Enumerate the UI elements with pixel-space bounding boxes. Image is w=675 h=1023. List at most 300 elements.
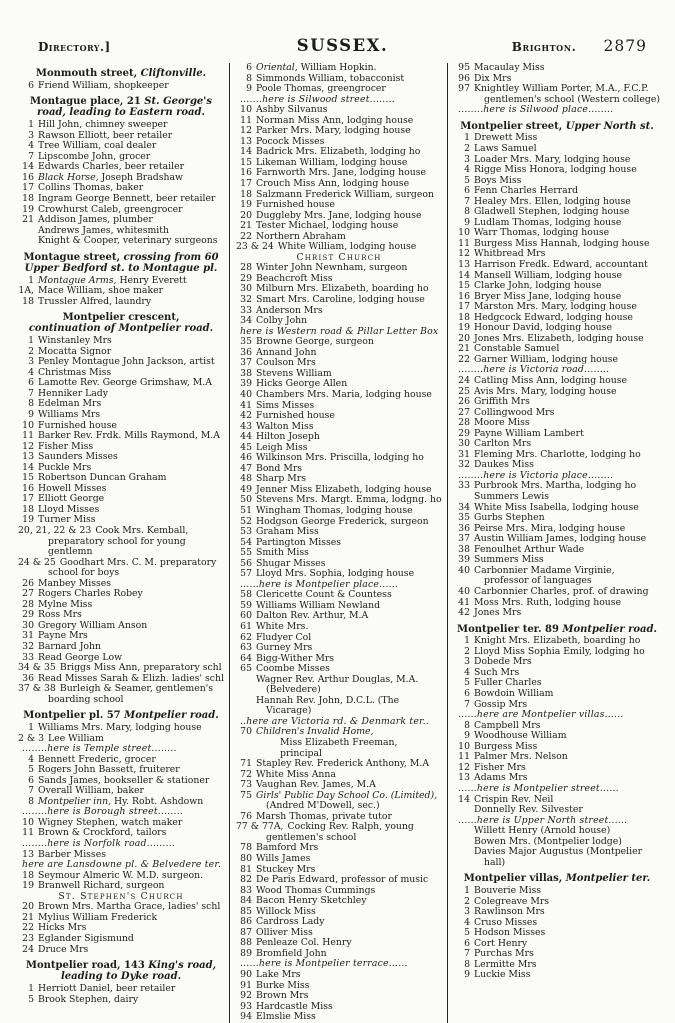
directory-entry: 93 Hardcastle Miss: [236, 1002, 442, 1013]
entry-number: 1: [28, 982, 34, 994]
directory-entry: 24 Catling Miss Ann, lodging house: [454, 376, 660, 387]
directory-entry: 18 Trussler Alfred, laundry: [18, 297, 224, 308]
entry-number: 36: [458, 522, 470, 534]
entry-number: 31: [458, 448, 470, 460]
directory-entry: 8 Gladwell Stephen, lodging house: [454, 207, 660, 218]
directory-entry: 63 Gurney Mrs: [236, 643, 442, 654]
entry-number: 40: [458, 564, 470, 576]
entry-number: 4: [28, 140, 34, 152]
directory-entry: 34 Colby John: [236, 316, 442, 327]
entry-number: 55: [240, 547, 252, 559]
entry-number: 4: [464, 666, 470, 678]
directory-entry: 2 Lloyd Miss Sophia Emily, lodging ho: [454, 647, 660, 658]
street-heading: Monmouth street, Cliftonville.: [35, 68, 207, 79]
directory-entry: 3 Rawson Elliott, beer retailer: [18, 131, 224, 142]
directory-entry: 30 Gregory William Anson: [18, 621, 224, 632]
entry-number: 12: [240, 125, 252, 137]
crossref-line: ......here is Montpelier place......: [240, 578, 399, 590]
entry-number: 42: [458, 607, 470, 619]
street-heading: Montpelier ter. 89 Montpelier road.: [457, 623, 657, 635]
directory-entry: 6 Sands James, bookseller & stationer: [18, 776, 224, 787]
entry-number: 22: [458, 353, 470, 365]
entry-number: 34 & 35: [18, 662, 56, 674]
entry-number: 16: [22, 171, 34, 183]
directory-entry: 8 Lermitte Mrs: [454, 960, 660, 971]
directory-entry: 32 Barnard John: [18, 642, 224, 653]
directory-entry: 65 Coombe Misses: [236, 664, 442, 675]
directory-entry: 5 Fuller Charles: [454, 678, 660, 689]
crossref-line: ........here is Victoria road........: [458, 364, 610, 376]
entry-number: 47: [240, 462, 252, 474]
directory-entry: 7 Purchas Mrs: [454, 949, 660, 960]
directory-entry: 80 Wills James: [236, 854, 442, 865]
page-header: [38, 36, 647, 55]
entry-number: 7: [28, 785, 34, 797]
entry-number: 9: [28, 409, 34, 420]
directory-entry: 19 Turner Miss: [18, 515, 224, 526]
entry-number: 64: [240, 652, 252, 664]
entry-number: 51: [240, 504, 252, 516]
directory-entry: 9 Woodhouse William: [454, 731, 660, 742]
directory-entry: 46 Wilkinson Mrs. Priscilla, lodging ho: [236, 453, 442, 464]
entry-number: 8: [28, 795, 34, 807]
entry-number: 9: [246, 83, 252, 95]
entry-number: 90: [240, 969, 252, 981]
entry-number: 49: [240, 483, 252, 495]
entry-number: 30: [22, 619, 34, 631]
directory-entry: 24 & 25 Goodhart Mrs. C. M. preparatory school for boys: [18, 556, 217, 579]
directory-entry: 21 Constable Samuel: [454, 344, 660, 355]
directory-entry: 1 Winstanley Mrs: [18, 336, 224, 347]
directory-entry: 1 Hill John, chimney sweeper: [18, 120, 224, 131]
directory-entry: 41 Moss Mrs. Ruth, lodging house: [454, 598, 660, 609]
directory-entry: 10 Burgess Miss: [454, 742, 660, 753]
entry-number: 16: [240, 167, 252, 179]
directory-entry: 11 Burgess Miss Hannah, lodging house: [454, 239, 660, 250]
entry-number: 6: [28, 774, 34, 786]
crossref-line: ......here is Montpelier terrace......: [240, 958, 408, 970]
header-right: [388, 36, 647, 55]
entry-number: 44: [240, 431, 252, 443]
directory-entry: 26 Manbey Misses: [18, 579, 224, 590]
directory-entry: 11 Palmer Mrs. Nelson: [454, 752, 660, 763]
directory-entry: 23 & 24 White William, lodging house: [236, 241, 417, 253]
directory-entry: 36 Annand John: [236, 348, 442, 359]
directory-entry: 34 White Miss Isabella, lodging house: [454, 503, 660, 514]
directory-entry: 36 Peirse Mrs. Mira, lodging house: [454, 524, 660, 535]
directory-entry: 13 Saunders Misses: [18, 452, 224, 463]
crossref-line: ........here is Borough street........: [22, 806, 184, 818]
entry-number: 11: [240, 114, 252, 126]
directory-entry: 2 Mocatta Signor: [18, 347, 224, 358]
entry-number: 18: [22, 503, 34, 515]
entry-number: 24: [22, 943, 34, 955]
entry-number: 15: [22, 472, 34, 484]
entry-number: 2: [28, 345, 34, 357]
entry-number: 28: [458, 417, 470, 429]
entry-number: 7: [28, 387, 34, 399]
directory-entry: 45 Leigh Miss: [236, 443, 442, 454]
entry-number: 30: [240, 283, 252, 295]
entry-number: 19: [22, 203, 34, 215]
directory-entry: 60 Dalton Rev. Arthur, M.A: [236, 611, 442, 622]
directory-entry: 96 Dix Mrs: [454, 74, 660, 85]
entry-number: 4: [464, 164, 470, 176]
directory-entry: 4 Bennett Frederic, grocer: [18, 755, 224, 766]
directory-entry: 12 Whitbread Mrs: [454, 249, 660, 260]
entry-number: 37: [240, 357, 252, 369]
directory-entry: 20 Duggleby Mrs. Jane, lodging house: [236, 211, 442, 222]
directory-entry: 17 Elliott George: [18, 494, 224, 505]
entry-number: 58: [240, 589, 252, 601]
directory-entry: 2 Colegreave Mrs: [454, 897, 660, 908]
entry-number: 27: [458, 406, 470, 418]
directory-entry: 77 & 77A, Cocking Rev. Ralph, young gentlemen's school: [236, 821, 414, 843]
entry-number: 41: [458, 596, 470, 608]
street-heading: Montpelier road, 143 King's road, leading to Dyke road.: [25, 960, 217, 983]
entry-continuation: Miss Elizabeth Freeman, principal: [280, 737, 398, 759]
entry-number: 21: [458, 343, 470, 355]
directory-entry: 4 Cruso Misses: [454, 918, 660, 929]
entry-number: 17: [22, 182, 34, 194]
directory-entry: 1 Drewett Miss: [454, 133, 660, 144]
entry-number: 77 & 77A,: [236, 821, 284, 833]
directory-entry: 38 Stevens William: [236, 369, 442, 380]
directory-entry: 32 Smart Mrs. Caroline, lodging house: [236, 295, 442, 306]
entry-number: 36: [22, 672, 34, 684]
entry-number: 30: [458, 438, 470, 450]
entry-number: 18: [22, 295, 34, 307]
directory-entry: 3 Rawlinson Mrs: [454, 907, 660, 918]
entry-number: 14: [458, 269, 470, 281]
entry-number: 54: [240, 536, 252, 548]
directory-entry: 13 Barber Misses: [18, 850, 224, 861]
entry-number: 14: [240, 146, 252, 158]
crossref-line: here is Western road & Pillar Letter Box: [240, 325, 439, 337]
entry-number: 73: [240, 779, 252, 791]
directory-entry: 6 Lamotte Rev. George Grimshaw, M.A: [18, 378, 224, 389]
directory-entry: 5 Brook Stephen, dairy: [18, 995, 224, 1006]
entry-number: 17: [240, 178, 252, 190]
entry-number: 3: [28, 356, 34, 368]
directory-entry: 3 Penley Montague John Jackson, artist: [18, 357, 224, 368]
directory-entry: 72 White Miss Anna: [236, 770, 442, 781]
directory-entry: 30 Milburn Mrs. Elizabeth, boarding ho: [236, 284, 442, 295]
entry-number: 9: [464, 969, 470, 981]
directory-entry: 33 Read George Low: [18, 653, 224, 664]
column-3: [447, 63, 665, 1023]
directory-entry: 11 Brown & Crockford, tailors: [18, 828, 224, 839]
entry-number: 72: [240, 768, 252, 780]
directory-entry: 85 Willock Miss: [236, 907, 442, 918]
directory-entry: 8 Campbell Mrs: [454, 721, 660, 732]
entry-number: 37: [458, 533, 470, 545]
directory-entry: 10 Wigney Stephen, watch maker: [18, 818, 224, 829]
crossref-line: ........here is Victoria place........: [458, 469, 614, 481]
crossref-line: ........here is Norfolk road.........: [22, 838, 176, 850]
entry-number: 9: [464, 730, 470, 742]
entry-number: 1: [28, 119, 34, 131]
entry-number: 35: [458, 512, 470, 524]
directory-entry: 32 Daukes Miss: [454, 460, 660, 471]
directory-entry: 1A, Mace William, shoe maker: [18, 285, 164, 297]
entry-number: 78: [240, 842, 252, 854]
entry-number: 8: [464, 958, 470, 970]
entry-number: 14: [22, 161, 34, 173]
directory-entry: 1 Montague Arms, Henry Everett: [18, 276, 224, 287]
crossref-line: here are Lansdowne pl. & Belvedere ter.: [22, 859, 222, 871]
directory-entry: 40 Carbonnier Madame Virginie, professor of languages: [454, 566, 660, 587]
entry-number: 5: [28, 993, 34, 1005]
directory-entry: 9 Williams Mrs: [18, 410, 224, 421]
column-container: [12, 63, 665, 1023]
directory-entry: 11 Barker Rev. Frdk. Mills Raymond, M.A: [18, 431, 224, 442]
entry-number: 7: [464, 948, 470, 960]
entry-number: 96: [458, 72, 470, 84]
directory-entry: 31 Payne Mrs: [18, 631, 224, 642]
crossref-line: .......here is Silwood street........: [240, 93, 395, 105]
entry-number: 26: [458, 396, 470, 408]
entry-number: 50: [240, 494, 252, 506]
directory-entry: 94 Elmslie Miss: [236, 1012, 442, 1023]
crossref-line: ........here is Temple street........: [22, 743, 177, 755]
entry-number: 32: [22, 641, 34, 653]
directory-entry: 73 Vaughan Rev. James, M.A: [236, 780, 442, 791]
entry-number: 20: [22, 901, 34, 913]
church-line: Christ Church: [296, 251, 382, 263]
directory-entry: 53 Graham Miss: [236, 527, 442, 538]
entry-number: 20: [458, 332, 470, 344]
entry-number: 32: [240, 294, 252, 306]
directory-entry: 23 Eglander Sigismund: [18, 934, 224, 945]
directory-entry: 21 Tester Michael, lodging house: [236, 221, 442, 232]
entry-number: 63: [240, 642, 252, 654]
street-heading: Montpelier pl. 57 Montpelier road.: [23, 710, 219, 722]
directory-entry: 34 & 35 Briggs Miss Ann, preparatory schl: [18, 662, 222, 674]
entry-number: 52: [240, 515, 252, 527]
directory-entry: 89 Bromfield John: [236, 949, 442, 960]
directory-entry: 14 Edwards Charles, beer retailer: [18, 162, 224, 173]
entry-number: 18: [240, 188, 252, 200]
directory-entry: 19 Furnished house: [236, 200, 442, 211]
entry-number: 6: [464, 937, 470, 949]
directory-entry: Bowen Mrs. (Montpelier lodge): [474, 835, 622, 847]
directory-entry: 14 Puckle Mrs: [18, 463, 224, 474]
directory-entry: 12 Parker Mrs. Mary, lodging house: [236, 126, 442, 137]
entry-number: 15: [458, 280, 470, 292]
entry-number: 92: [240, 990, 252, 1002]
entry-number: 1A,: [18, 285, 34, 297]
entry-number: 57: [240, 568, 252, 580]
directory-entry: 42 Furnished house: [236, 411, 442, 422]
crossref-line: ........here is Silwood place........: [458, 104, 614, 116]
entry-number: 5: [464, 927, 470, 939]
directory-entry: 70 Children's Invalid Home,: [236, 727, 442, 738]
directory-entry: 24 Druce Mrs: [18, 945, 224, 956]
entry-number: 61: [240, 620, 252, 632]
directory-entry: 1 Bouverie Miss: [454, 886, 660, 897]
entry-number: 23: [22, 932, 34, 944]
directory-entry: 39 Summers Miss: [454, 555, 660, 566]
entry-number: 29: [240, 272, 252, 284]
entry-number: 8: [28, 398, 34, 410]
directory-entry: 6 Cort Henry: [454, 939, 660, 950]
entry-number: 95: [458, 62, 470, 73]
directory-entry: 28 Winter John Newnham, surgeon: [236, 263, 442, 274]
directory-entry: 19 Honour David, lodging house: [454, 323, 660, 334]
directory-entry: 9 Poole Thomas, greengrocer: [236, 84, 442, 95]
entry-number: 21: [240, 220, 252, 232]
entry-number: 33: [240, 304, 252, 316]
directory-entry: 37 Austin William James, lodging house: [454, 534, 660, 545]
directory-entry: 83 Wood Thomas Cummings: [236, 886, 442, 897]
directory-entry: 4 Rigge Miss Honora, lodging house: [454, 165, 660, 176]
entry-number: 84: [240, 895, 252, 907]
directory-entry: 4 Tree William, coal dealer: [18, 141, 224, 152]
directory-entry: Summers Lewis: [474, 491, 550, 503]
directory-entry: 16 Black Horse, Joseph Bradshaw: [18, 173, 224, 184]
entry-number: 97: [458, 83, 470, 95]
directory-entry: 64 Bigg-Wither Mrs: [236, 654, 442, 665]
directory-entry: 49 Jenner Miss Elizabeth, lodging house: [236, 485, 442, 496]
directory-entry: 57 Lloyd Mrs. Sophia, lodging house: [236, 569, 442, 580]
directory-entry: 20 Jones Mrs. Elizabeth, lodging house: [454, 334, 660, 345]
directory-entry: 6 Friend William, shopkeeper: [18, 81, 224, 92]
entry-number: 38: [458, 543, 470, 555]
directory-entry: 90 Lake Mrs: [236, 970, 442, 981]
directory-entry: 47 Bond Mrs: [236, 464, 442, 475]
directory-entry: 9 Ludlam Thomas, lodging house: [454, 218, 660, 229]
directory-entry: 21 Addison James, plumber: [18, 215, 224, 226]
directory-entry: 6 Bowdoin William: [454, 689, 660, 700]
directory-entry: 5 Rogers John Bassett, fruiterer: [18, 765, 224, 776]
directory-entry: 7 Overall William, baker: [18, 786, 224, 797]
entry-number: 21: [22, 214, 34, 226]
entry-number: 5: [464, 174, 470, 186]
entry-number: 6: [246, 62, 252, 73]
entry-number: 75: [240, 789, 252, 801]
directory-entry: 48 Sharp Mrs: [236, 474, 442, 485]
entry-number: 62: [240, 631, 252, 643]
directory-entry: 10 Ashby Silvanus: [236, 105, 442, 116]
entry-number: 37 & 38: [18, 683, 56, 695]
entry-number: 17: [458, 301, 470, 313]
directory-entry: 84 Bacon Henry Sketchley: [236, 896, 442, 907]
directory-entry: 19 Branwell Richard, surgeon: [18, 881, 224, 892]
entry-number: 86: [240, 916, 252, 928]
entry-number: 10: [22, 419, 34, 431]
entry-number: 29: [22, 609, 34, 621]
entry-number: 33: [458, 480, 470, 492]
entry-number: 1: [28, 722, 34, 734]
entry-number: 19: [458, 322, 470, 334]
directory-entry: 17 Marston Mrs. Mary, lodging house: [454, 302, 660, 313]
entry-number: 1: [464, 635, 470, 647]
entry-number: 1: [464, 885, 470, 897]
directory-entry: 18 Salzmann Frederick William, surgeon: [236, 190, 442, 201]
directory-entry: 2 & 3 Lee William: [18, 732, 104, 744]
entry-number: 15: [240, 156, 252, 168]
directory-entry: 7 Healey Mrs. Ellen, lodging house: [454, 197, 660, 208]
directory-entry: 76 Marsh Thomas, private tutor: [236, 812, 442, 823]
entry-number: 27: [22, 588, 34, 600]
directory-entry: 15 Clarke John, lodging house: [454, 281, 660, 292]
directory-entry: 71 Stapley Rev. Frederick Anthony, M.A: [236, 759, 442, 770]
entry-number: 16: [458, 290, 470, 302]
directory-entry: 95 Macaulay Miss: [454, 63, 660, 74]
directory-entry: 4 Such Mrs: [454, 668, 660, 679]
directory-entry: 78 Bamford Mrs: [236, 843, 442, 854]
directory-entry: 82 De Paris Edward, professor of music: [236, 875, 442, 886]
entry-number: 91: [240, 979, 252, 991]
directory-entry: 13 Adams Mrs: [454, 773, 660, 784]
street-heading: Montpelier villas, Montpelier ter.: [463, 873, 651, 885]
entry-number: 18: [22, 192, 34, 204]
entry-number: 39: [458, 554, 470, 566]
directory-entry: 37 Coulson Mrs: [236, 358, 442, 369]
directory-entry: 75 Girls' Public Day School Co. (Limited), (Andred M'Dowell, sec.): [236, 791, 442, 812]
entry-number: 53: [240, 526, 252, 538]
directory-entry: 13 Pocock Misses: [236, 137, 442, 148]
directory-entry: 13 Harrison Fredk. Edward, accountant: [454, 260, 660, 271]
entry-number: 48: [240, 473, 252, 485]
entry-number: 13: [22, 451, 34, 463]
directory-entry: 56 Shugar Misses: [236, 559, 442, 570]
directory-entry: 14 Crispin Rev. Neil: [454, 795, 660, 806]
directory-entry: 8 Montpelier inn, Hy. Robt. Ashdown: [18, 797, 224, 808]
entry-number: 65: [240, 663, 252, 675]
entry-number: 6: [28, 79, 34, 91]
entry-number: 11: [458, 237, 470, 249]
header-directory-label: Directory.]: [38, 40, 111, 54]
directory-entry: 25 Avis Mrs. Mary, lodging house: [454, 387, 660, 398]
entry-number: 4: [28, 366, 34, 378]
directory-entry: 17 Crouch Miss Ann, lodging house: [236, 179, 442, 190]
entry-number: 33: [22, 651, 34, 663]
directory-entry: 28 Moore Miss: [454, 418, 660, 429]
entry-number: 19: [22, 880, 34, 892]
header-town-label: Brighton.: [511, 40, 577, 54]
directory-entry: 8 Edelman Mrs: [18, 399, 224, 410]
directory-entry: 27 Collingwood Mrs: [454, 408, 660, 419]
directory-entry: 12 Fisher Mrs: [454, 763, 660, 774]
directory-entry: 19 Crowhurst Caleb, greengrocer: [18, 205, 224, 216]
entry-number: 19: [240, 199, 252, 211]
directory-entry: Hannah Rev. John, D.C.L. (The Vicarage): [256, 694, 400, 717]
directory-entry: 21 Mylius William Frederick: [18, 913, 224, 924]
entry-number: 26: [22, 577, 34, 589]
street-heading: Montague place, 21 St. George's road, leading to Eastern road.: [30, 96, 212, 119]
directory-entry: 35 Gurbs Stephen: [454, 513, 660, 524]
directory-entry: 81 Stuckey Mrs: [236, 865, 442, 876]
directory-entry: 30 Carlton Mrs: [454, 439, 660, 450]
entry-number: 12: [458, 248, 470, 260]
directory-entry: 1 Williams Mrs. Mary, lodging house: [18, 723, 224, 734]
entry-number: 14: [22, 461, 34, 473]
entry-number: 7: [464, 195, 470, 207]
directory-entry: 18 Lloyd Misses: [18, 505, 224, 516]
directory-entry: 20, 21, 22 & 23 Cook Mrs. Kemball, preparatory school for young gentlemn: [18, 525, 189, 558]
column-1: [12, 63, 229, 1023]
entry-number: 76: [240, 810, 252, 822]
directory-entry: 9 Luckie Miss: [454, 970, 660, 981]
entry-number: 71: [240, 758, 252, 770]
entry-number: 10: [240, 104, 252, 116]
entry-number: 35: [240, 336, 252, 348]
directory-entry: 8 Simmonds William, tobacconist: [236, 74, 442, 85]
directory-entry: 26 Griffith Mrs: [454, 397, 660, 408]
directory-entry: 7 Gossip Mrs: [454, 700, 660, 711]
